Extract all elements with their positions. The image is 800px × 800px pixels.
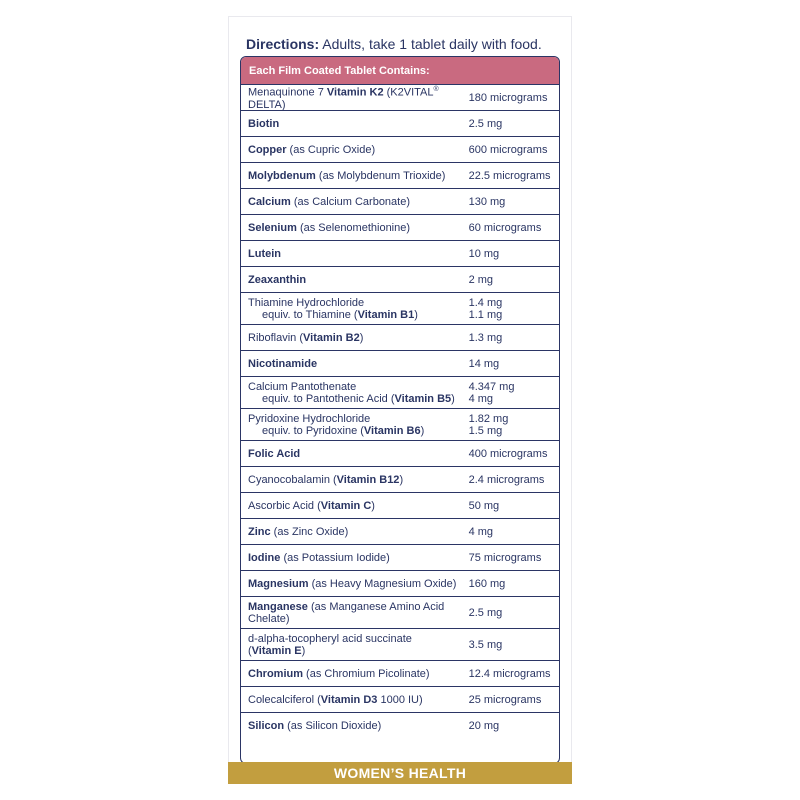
table-row bbox=[241, 661, 559, 687]
ingredient-amount: 160 mg bbox=[468, 577, 506, 590]
table-row bbox=[241, 137, 559, 163]
table-row bbox=[241, 441, 559, 467]
ingredient-name: Molybdenum (as Molybdenum Trioxide) bbox=[248, 169, 446, 182]
table-row bbox=[241, 293, 559, 325]
footer-banner: WOMEN’S HEALTH bbox=[228, 762, 572, 784]
ingredient-amount: 1.82 mg 1.5 mg bbox=[468, 412, 509, 437]
ingredient-amount: 130 mg bbox=[468, 195, 506, 208]
ingredient-name: Zinc (as Zinc Oxide) bbox=[248, 525, 349, 538]
ingredient-amount: 1.4 mg 1.1 mg bbox=[468, 296, 503, 321]
ingredient-name: Cyanocobalamin (Vitamin B12) bbox=[248, 473, 404, 486]
table-row bbox=[241, 409, 559, 441]
ingredient-amount: 180 micrograms bbox=[468, 91, 548, 104]
table-row bbox=[241, 85, 559, 111]
ingredient-name: Folic Acid bbox=[248, 447, 301, 460]
table-row bbox=[241, 267, 559, 293]
table-header: Each Film Coated Tablet Contains: bbox=[241, 57, 559, 85]
ingredient-amount: 60 micrograms bbox=[468, 221, 542, 234]
table-row bbox=[241, 545, 559, 571]
table-row bbox=[241, 377, 559, 409]
ingredient-name: Riboflavin (Vitamin B2) bbox=[248, 331, 364, 344]
ingredient-name: Ascorbic Acid (Vitamin C) bbox=[248, 499, 375, 512]
table-row bbox=[241, 163, 559, 189]
ingredient-amount: 2.5 mg bbox=[468, 606, 503, 619]
directions-line bbox=[246, 36, 542, 52]
ingredient-name: Nicotinamide bbox=[248, 357, 318, 370]
ingredients-table bbox=[240, 56, 560, 764]
ingredient-name: Menaquinone 7 Vitamin K2 (K2VITAL® DELTA) bbox=[248, 86, 439, 111]
ingredient-name: Manganese (as Manganese Amino Acid Chelate) bbox=[248, 600, 445, 625]
directions-text: Adults, take 1 tablet daily with food. bbox=[322, 36, 542, 52]
table-row bbox=[241, 629, 559, 661]
ingredient-amount: 600 micrograms bbox=[468, 143, 548, 156]
table-row bbox=[241, 111, 559, 137]
table-row bbox=[241, 467, 559, 493]
ingredient-amount: 12.4 micrograms bbox=[468, 667, 551, 680]
table-row bbox=[241, 241, 559, 267]
ingredient-name: Pyridoxine Hydrochloride equiv. to Pyridoxine (Vitamin B6) bbox=[248, 412, 425, 437]
ingredient-name: Copper (as Cupric Oxide) bbox=[248, 143, 376, 156]
ingredient-name: Biotin bbox=[248, 117, 280, 130]
ingredient-amount: 14 mg bbox=[468, 357, 500, 370]
ingredient-amount: 75 micrograms bbox=[468, 551, 542, 564]
ingredient-name: Selenium (as Selenomethionine) bbox=[248, 221, 411, 234]
table-row bbox=[241, 351, 559, 377]
table-row bbox=[241, 597, 559, 629]
ingredient-amount: 25 micrograms bbox=[468, 693, 542, 706]
ingredient-amount: 22.5 micrograms bbox=[468, 169, 551, 182]
table-row bbox=[241, 519, 559, 545]
table-row bbox=[241, 713, 559, 739]
label-panel bbox=[228, 16, 572, 784]
ingredient-amount: 2.5 mg bbox=[468, 117, 503, 130]
table-row bbox=[241, 325, 559, 351]
ingredient-amount: 400 micrograms bbox=[468, 447, 548, 460]
ingredient-amount: 20 mg bbox=[468, 720, 500, 732]
ingredient-amount: 4 mg bbox=[468, 525, 494, 538]
table-body bbox=[241, 85, 559, 739]
ingredient-name: Calcium (as Calcium Carbonate) bbox=[248, 195, 411, 208]
table-row bbox=[241, 687, 559, 713]
table-row bbox=[241, 571, 559, 597]
ingredient-amount: 3.5 mg bbox=[468, 638, 503, 651]
ingredient-name: Silicon (as Silicon Dioxide) bbox=[248, 720, 382, 732]
ingredient-amount: 1.3 mg bbox=[468, 331, 503, 344]
ingredient-name: Colecalciferol (Vitamin D3 1000 IU) bbox=[248, 693, 423, 706]
table-row bbox=[241, 215, 559, 241]
ingredient-name: Thiamine Hydrochloride equiv. to Thiamine (Vitamin B1) bbox=[248, 296, 418, 321]
ingredient-amount: 10 mg bbox=[468, 247, 500, 260]
ingredient-amount: 50 mg bbox=[468, 499, 500, 512]
ingredient-name: Chromium (as Chromium Picolinate) bbox=[248, 667, 430, 680]
ingredient-name: Zeaxanthin bbox=[248, 273, 307, 286]
table-row bbox=[241, 189, 559, 215]
ingredient-amount: 2.4 micrograms bbox=[468, 473, 545, 486]
ingredient-name: Lutein bbox=[248, 247, 281, 260]
table-row bbox=[241, 493, 559, 519]
ingredient-amount: 4.347 mg 4 mg bbox=[468, 380, 515, 405]
ingredient-name: Magnesium (as Heavy Magnesium Oxide) bbox=[248, 577, 457, 590]
ingredient-name: d-alpha-tocopheryl acid succinate (Vitamin E) bbox=[248, 632, 412, 657]
directions-label: Directions: bbox=[246, 36, 320, 52]
ingredient-amount: 2 mg bbox=[468, 273, 494, 286]
ingredient-name: Iodine (as Potassium Iodide) bbox=[248, 551, 390, 564]
ingredient-name: Calcium Pantothenate equiv. to Pantothenic Acid (Vitamin B5) bbox=[248, 380, 455, 405]
